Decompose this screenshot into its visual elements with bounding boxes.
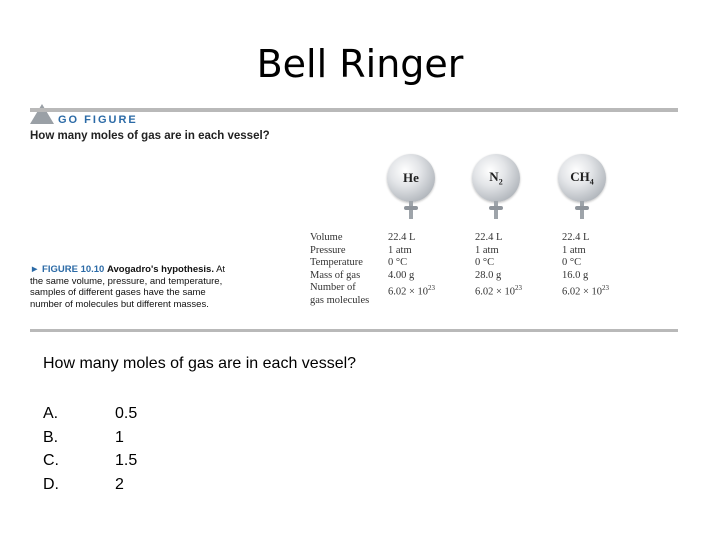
row-label-number: Number of bbox=[310, 282, 356, 293]
option-value: 1 bbox=[115, 428, 124, 446]
option-value: 2 bbox=[115, 475, 124, 493]
slide-title: Bell Ringer bbox=[256, 42, 464, 86]
he-volume: 22.4 L bbox=[388, 232, 416, 243]
he-formula: He bbox=[403, 170, 419, 185]
n2-stem bbox=[494, 201, 498, 219]
option-letter: A. bbox=[43, 405, 59, 422]
row-label-volume: Volume bbox=[310, 232, 343, 243]
column-he bbox=[388, 232, 435, 299]
figure-caption bbox=[30, 264, 240, 310]
option-letter: B. bbox=[43, 428, 59, 446]
ch4-stem bbox=[580, 201, 584, 219]
he-stem bbox=[409, 201, 413, 219]
he-temperature: 0 °C bbox=[388, 257, 408, 268]
row-label-pressure: Pressure bbox=[310, 244, 346, 256]
row-label-temperature: Temperature bbox=[310, 257, 363, 268]
figure-bottom-rule bbox=[30, 329, 678, 332]
ch4-bulb-icon bbox=[558, 154, 606, 202]
caption-title: Avogadro's hypothesis. bbox=[107, 264, 214, 275]
option-letter: D. bbox=[43, 475, 59, 493]
ch4-pressure: 1 atm bbox=[562, 244, 586, 256]
row-label-molecules: gas molecules bbox=[310, 294, 370, 306]
ch4-volume: 22.4 L bbox=[562, 232, 590, 243]
caption-text: At the same volume, pressure, and temperature, samples of different gases have the same number of molecules but different masses. bbox=[30, 264, 226, 310]
vessel-ch4 bbox=[558, 154, 606, 220]
option-letter: C. bbox=[43, 452, 59, 469]
caption-figure-number: ► FIGURE 10.10 bbox=[30, 264, 105, 275]
column-n2 bbox=[475, 232, 522, 299]
option-value: 1.5 bbox=[115, 452, 138, 469]
he-molecules: $6.02 \times 10^{23}$ bbox=[388, 284, 436, 298]
n2-volume: 22.4 L bbox=[475, 232, 503, 243]
n2-valve-icon bbox=[489, 206, 503, 210]
option-value: 0.5 bbox=[115, 405, 138, 422]
he-pressure: 1 atm bbox=[388, 244, 412, 256]
textbook-figure bbox=[30, 104, 678, 332]
n2-bulb-icon bbox=[472, 154, 520, 202]
column-ch4 bbox=[562, 232, 609, 299]
n2-pressure: 1 atm bbox=[475, 244, 499, 256]
slide-question: How many moles of gas are in each vessel? bbox=[43, 355, 357, 372]
ch4-mass: 16.0 g bbox=[562, 269, 589, 281]
ch4-valve-icon bbox=[575, 206, 589, 210]
he-bulb-icon bbox=[387, 154, 435, 202]
n2-formula: $N_2$ bbox=[489, 169, 503, 187]
row-label-mass: Mass of gas bbox=[310, 269, 361, 281]
n2-temperature: 0 °C bbox=[475, 257, 495, 268]
ch4-molecules: $6.02 \times 10^{23}$ bbox=[562, 284, 610, 298]
vessel-n2 bbox=[472, 154, 520, 220]
vessel-he bbox=[387, 154, 435, 220]
go-figure-question: How many moles of gas are in each vessel? bbox=[30, 130, 270, 142]
he-mass: 4.00 g bbox=[388, 269, 415, 281]
figure-top-rule bbox=[30, 108, 678, 112]
go-figure-label: GO FIGURE bbox=[58, 114, 138, 126]
ch4-temperature: 0 °C bbox=[562, 257, 582, 268]
go-figure-triangle-icon bbox=[30, 104, 54, 124]
n2-molecules: $6.02 \times 10^{23}$ bbox=[475, 284, 523, 298]
n2-mass: 28.0 g bbox=[475, 269, 502, 281]
ch4-formula: $CH_4$ bbox=[570, 169, 594, 187]
he-valve-icon bbox=[404, 206, 418, 210]
